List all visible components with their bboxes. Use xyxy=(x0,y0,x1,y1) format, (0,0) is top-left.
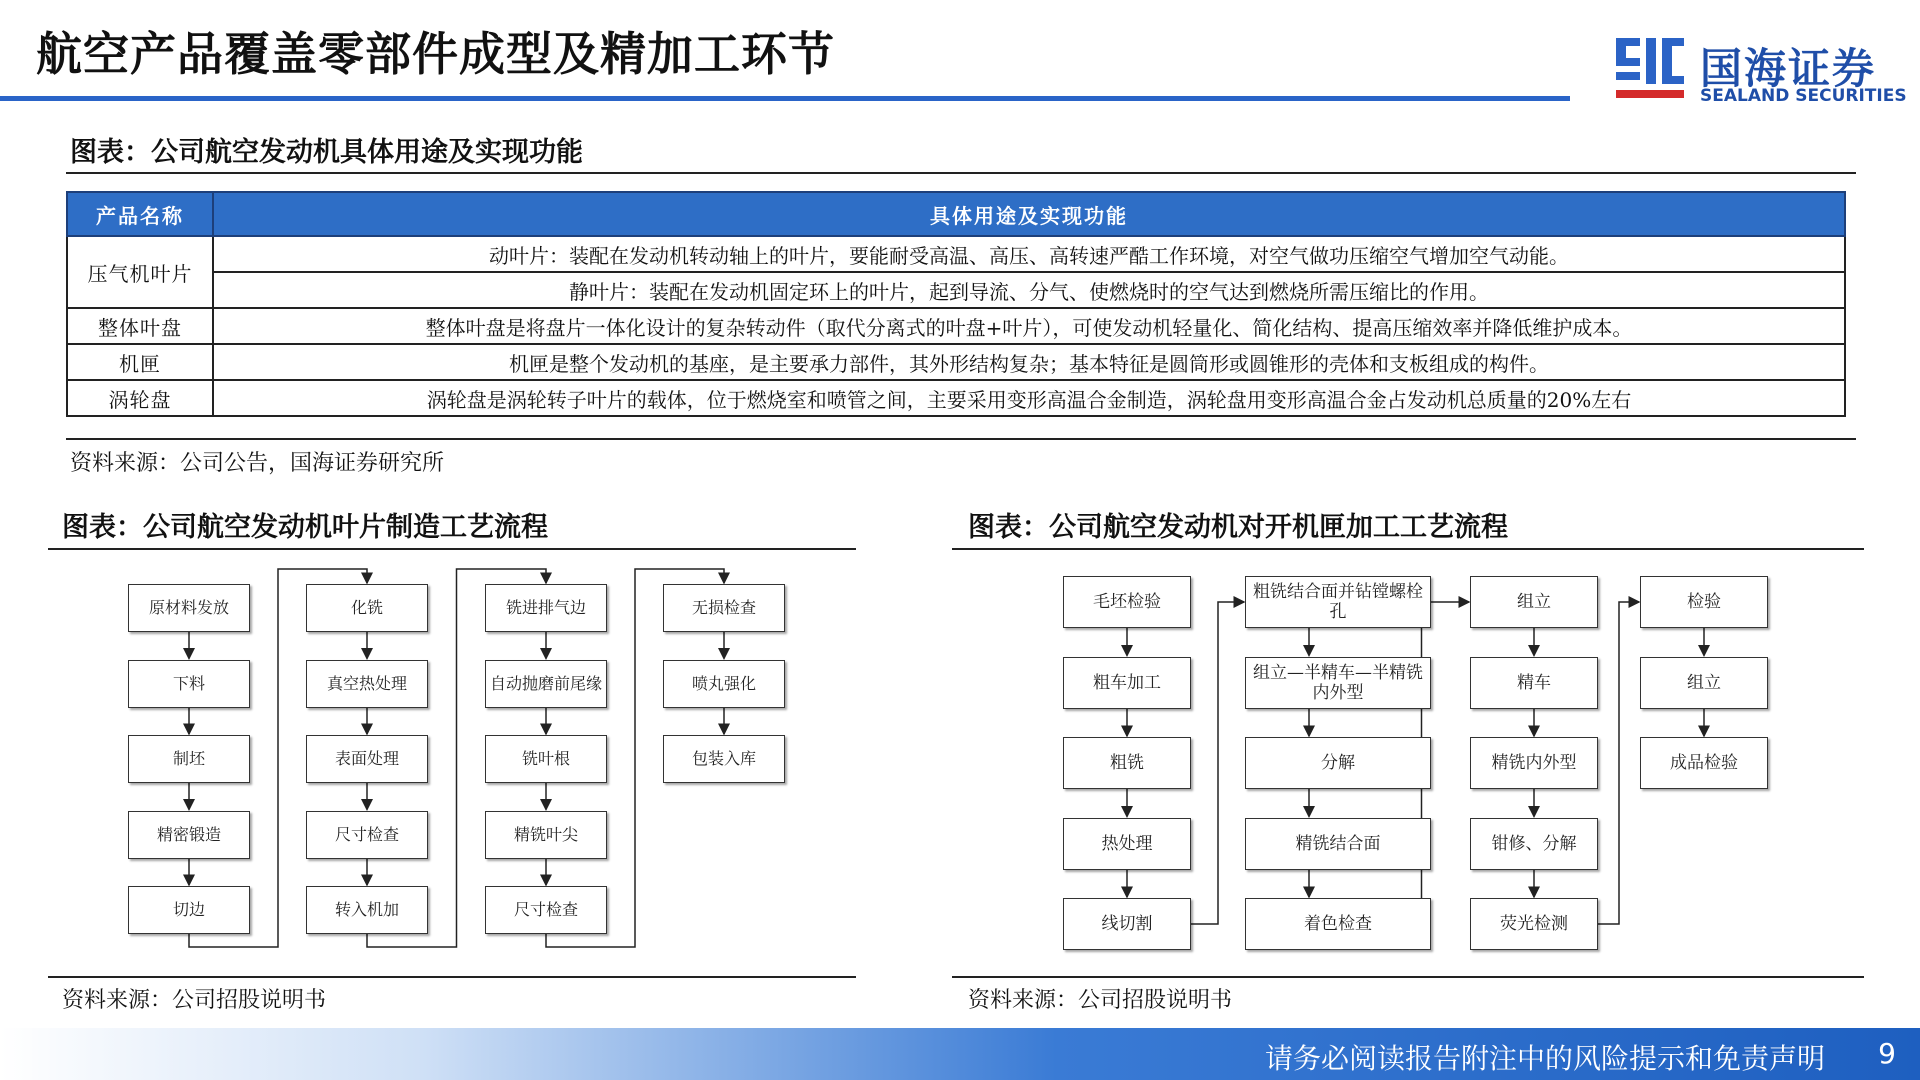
process-step: 转入机加 xyxy=(306,886,428,934)
process-step: 组立—半精车—半精铣内外型 xyxy=(1245,657,1431,709)
row-content: 静叶片：装配在发动机固定环上的叶片，起到导流、分气、使燃烧时的空气达到燃烧所需压缩比的作用。 xyxy=(213,272,1845,308)
process-step: 制坯 xyxy=(128,735,250,783)
process-step: 精铣结合面 xyxy=(1245,818,1431,870)
page-title: 航空产品覆盖零部件成型及精加工环节 xyxy=(36,27,835,81)
logo-chinese-name: 国海证券 xyxy=(1700,44,1877,93)
process-step: 自动抛磨前尾缘 xyxy=(485,660,607,708)
process-step: 表面处理 xyxy=(306,735,428,783)
row-name: 整体叶盘 xyxy=(67,308,213,344)
process-step: 组立 xyxy=(1640,657,1768,709)
row-content: 动叶片：装配在发动机转动轴上的叶片，要能耐受高温、高压、高转速严酷工作环境，对空气做功压缩空气增加空气动能。 xyxy=(213,236,1845,272)
process-step: 铣进排气边 xyxy=(485,584,607,632)
process-step: 下料 xyxy=(128,660,250,708)
process-step: 着色检查 xyxy=(1245,898,1431,950)
header-product-name: 产品名称 xyxy=(67,192,213,236)
process-step: 切边 xyxy=(128,886,250,934)
process-step: 精车 xyxy=(1470,657,1598,709)
logo-english-name: SEALAND SECURITIES xyxy=(1700,86,1907,106)
casing-flow-bottom-rule xyxy=(952,976,1864,978)
process-step: 钳修、分解 xyxy=(1470,818,1598,870)
process-step: 精铣内外型 xyxy=(1470,737,1598,789)
footer-disclaimer: 请务必阅读报告附注中的风险提示和免责声明 xyxy=(1264,1042,1825,1075)
table-section-title: 图表：公司航空发动机具体用途及实现功能 xyxy=(70,137,583,168)
page-number: 9 xyxy=(1878,1037,1896,1070)
column-link xyxy=(1598,602,1639,924)
blade-flow-title: 图表：公司航空发动机叶片制造工艺流程 xyxy=(62,512,548,543)
process-step: 化铣 xyxy=(306,584,428,632)
casing-flow-source: 资料来源：公司招股说明书 xyxy=(968,988,1233,1013)
process-step: 热处理 xyxy=(1063,818,1191,870)
process-step: 铣叶根 xyxy=(485,735,607,783)
process-step: 粗铣结合面并钻镗螺栓孔 xyxy=(1245,576,1431,628)
process-step: 线切割 xyxy=(1063,898,1191,950)
row-content: 涡轮盘是涡轮转子叶片的载体，位于燃烧室和喷管之间，主要采用变形高温合金制造，涡轮盘用变形高温合金占发动机总质量的20%左右 xyxy=(213,380,1845,416)
process-step: 组立 xyxy=(1470,576,1598,628)
process-step: 粗车加工 xyxy=(1063,657,1191,709)
column-link xyxy=(1191,602,1244,924)
row-name: 涡轮盘 xyxy=(67,380,213,416)
process-step: 粗铣 xyxy=(1063,737,1191,789)
process-step: 尺寸检查 xyxy=(485,886,607,934)
row-name: 机匣 xyxy=(67,344,213,380)
casing-flow-title: 图表：公司航空发动机对开机匣加工工艺流程 xyxy=(968,512,1508,543)
process-step: 成品检验 xyxy=(1640,737,1768,789)
process-step: 荧光检测 xyxy=(1470,898,1598,950)
footer-bar xyxy=(0,1028,1920,1080)
header-function: 具体用途及实现功能 xyxy=(213,192,1845,236)
process-step: 喷丸强化 xyxy=(663,660,785,708)
blade-flow-source: 资料来源：公司招股说明书 xyxy=(62,988,327,1013)
process-step: 无损检查 xyxy=(663,584,785,632)
process-step: 毛坯检验 xyxy=(1063,576,1191,628)
process-step: 精铣叶尖 xyxy=(485,811,607,859)
process-step: 检验 xyxy=(1640,576,1768,628)
row-content: 机匣是整个发动机的基座，是主要承力部件，其外形结构复杂；基本特征是圆筒形或圆锥形的壳体和支板组成的构件。 xyxy=(213,344,1845,380)
process-step: 原材料发放 xyxy=(128,584,250,632)
row-content: 整体叶盘是将盘片一体化设计的复杂转动件（取代分离式的叶盘+叶片），可使发动机轻量化、简化结构、提高压缩效率并降低维护成本。 xyxy=(213,308,1845,344)
process-step: 分解 xyxy=(1245,737,1431,789)
process-step: 尺寸检查 xyxy=(306,811,428,859)
row-name: 压气机叶片 xyxy=(67,236,213,308)
process-step: 精密锻造 xyxy=(128,811,250,859)
table-source: 资料来源：公司公告，国海证券研究所 xyxy=(70,451,445,476)
process-step: 包装入库 xyxy=(663,735,785,783)
process-step: 真空热处理 xyxy=(306,660,428,708)
